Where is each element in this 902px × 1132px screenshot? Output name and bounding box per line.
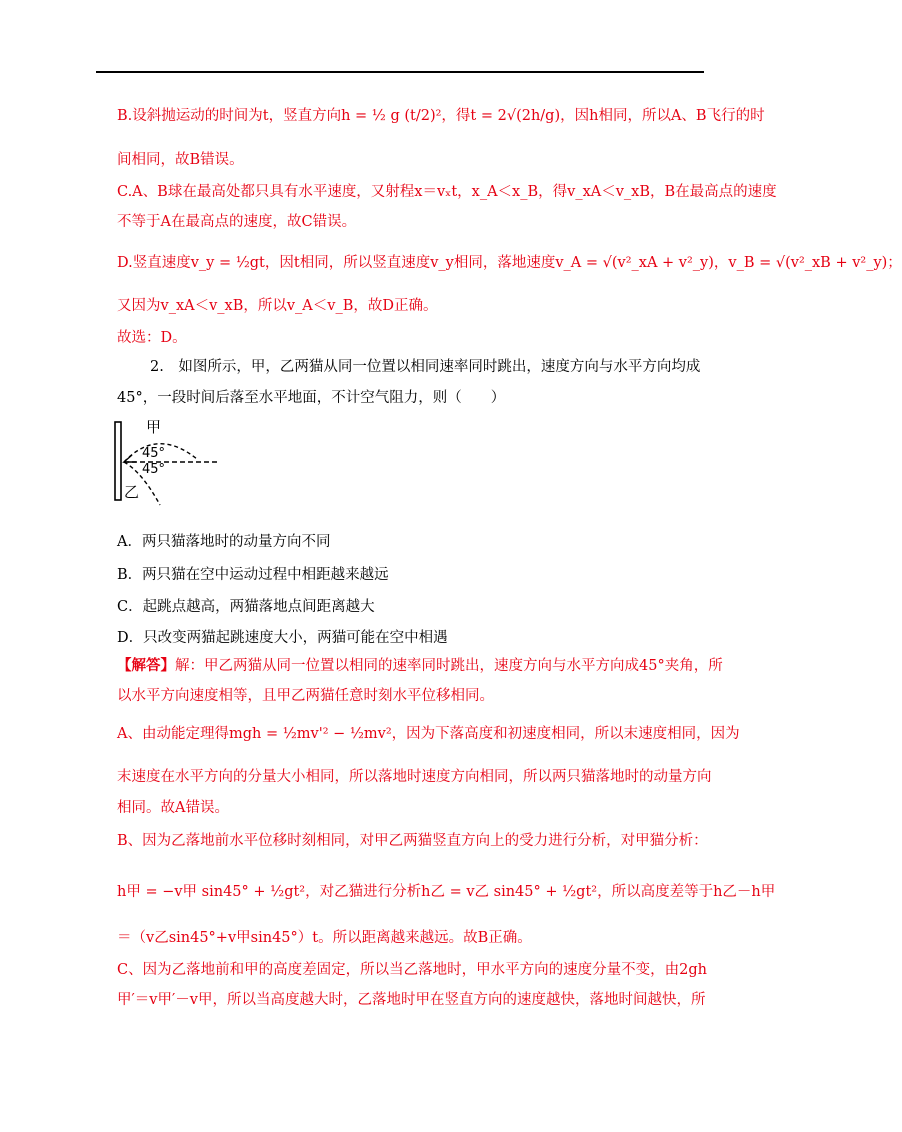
question-2-line2: 45°，一段时间后落至水平地面，不计空气阻力，则（ ） xyxy=(117,390,506,406)
arrow-icon xyxy=(124,455,136,462)
answer-c-line2: 不等于A在最高点的速度，故C错误。 xyxy=(117,214,357,230)
option-b: B．两只猫在空中运动过程中相距越来越远 xyxy=(117,567,389,583)
answer-choice: 故选：D。 xyxy=(117,330,187,346)
solution-c-line2: 甲′＝v甲′－v甲，所以当高度越大时，乙落地时甲在竖直方向的速度越快，落地时间越快，所 xyxy=(117,992,706,1008)
solution-b-line3: ＝（v乙sin45°+v甲sin45°）t。所以距离越来越远。故B正确。 xyxy=(117,930,532,946)
answer-d-line1: D.竖直速度v_y = ½gt，因t相同，所以竖直速度v_y相同，落地速度v_A = √(v²_xA + v²_y)，v_B = √(v²_xB + v²_y)； xyxy=(117,255,902,271)
angle-bottom: 45° xyxy=(142,462,166,477)
option-d: D．只改变两猫起跳速度大小，两猫可能在空中相遇 xyxy=(117,630,448,646)
solution-a-line1: A、由动能定理得mgh = ½mv'² − ½mv²，因为下落高度和初速度相同，所以末速度相同，因为 xyxy=(117,726,740,742)
answer-b-line2: 间相同，故B错误。 xyxy=(117,152,244,168)
solution-b-line1: B、因为乙落地前水平位移时刻相同，对甲乙两猫竖直方向上的受力进行分析，对甲猫分析： xyxy=(117,833,708,849)
wall-rect xyxy=(115,422,121,500)
solution-text: 解：甲乙两猫从同一位置以相同的速率同时跳出，速度方向与水平方向成45°夹角，所 xyxy=(175,658,723,674)
answer-d-line2: 又因为v_xA＜v_xB，所以v_A＜v_B，故D正确。 xyxy=(117,298,438,314)
solution-a-line3: 相同。故A错误。 xyxy=(117,800,229,816)
solution-tag: 【解答】 xyxy=(117,657,175,674)
cats-diagram xyxy=(112,417,222,512)
answer-c-line1: C.A、B球在最高处都只具有水平速度，又射程x＝vₓt，x_A＜x_B，得v_xA＜v_xB，B在最高点的速度 xyxy=(117,184,777,200)
label-yi: 乙 xyxy=(124,483,140,501)
solution-b-line2: h甲 = −v甲 sin45° + ½gt²，对乙猫进行分析h乙 = v乙 sin45° + ½gt²，所以高度差等于h乙－h甲 xyxy=(117,884,776,900)
solution-line2: 以水平方向速度相等，且甲乙两猫任意时刻水平位移相同。 xyxy=(117,688,494,704)
angle-top: 45° xyxy=(142,446,166,461)
label-jia: 甲 xyxy=(146,418,162,436)
solution-line1 xyxy=(117,656,723,676)
header-rule xyxy=(96,71,704,73)
answer-b-line1: B.设斜抛运动的时间为t，竖直方向h = ½ g (t/2)²，得t = 2√(2h/g)，因h相同，所以A、B飞行的时 xyxy=(117,108,765,124)
question-2-line1: 2. 如图所示，甲，乙两猫从同一位置以相同速率同时跳出，速度方向与水平方向均成 xyxy=(150,359,701,375)
option-a: A．两只猫落地时的动量方向不同 xyxy=(117,534,331,550)
solution-c-line1: C、因为乙落地前和甲的高度差固定，所以当乙落地时，甲水平方向的速度分量不变，由2gh xyxy=(117,962,707,978)
option-c: C．起跳点越高，两猫落地点间距离越大 xyxy=(117,599,375,615)
solution-a-line2: 末速度在水平方向的分量大小相同，所以落地时速度方向相同，所以两只猫落地时的动量方向 xyxy=(117,769,712,785)
